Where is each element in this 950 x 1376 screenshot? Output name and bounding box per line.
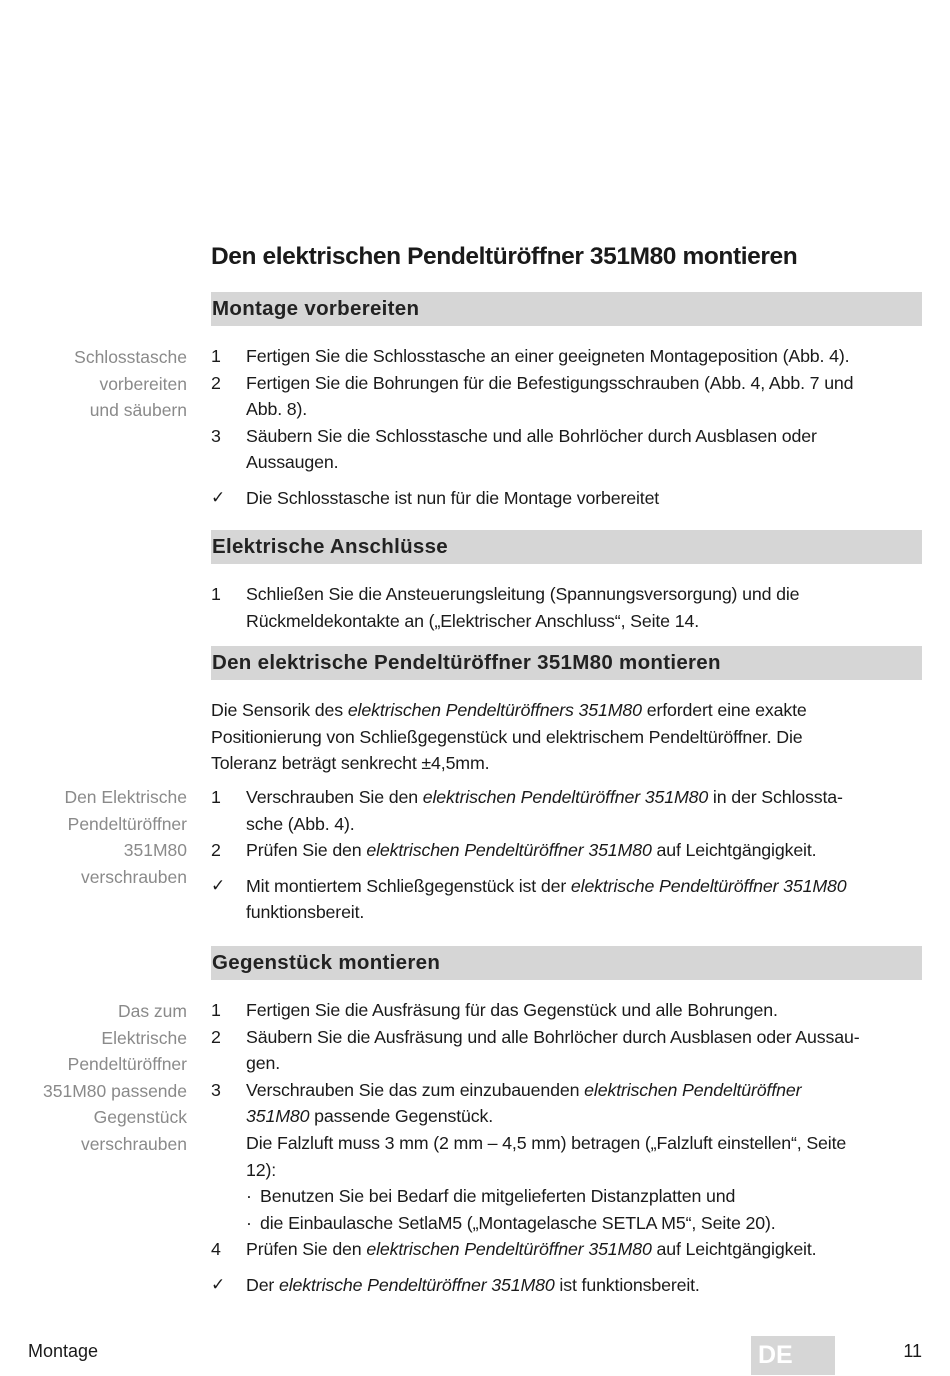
side-label-line: Schlosstasche (74, 347, 187, 367)
result-text: Mit montiertem Schließgegenstück ist der elektrische Pendeltüröffner 351M80 funktionsbereit. (246, 875, 847, 923)
side-label-line: 351M80 (123, 840, 187, 861)
side-label-line: verschrauben (80, 1133, 187, 1154)
section-heading-elektrische-anschluesse: Elektrische Anschlüsse (211, 530, 922, 564)
bullet-icon: · (246, 1186, 252, 1207)
side-label-line: verschrauben (80, 866, 187, 887)
step-number: 2 (211, 372, 221, 393)
side-label-line: Gegenstück (93, 1107, 187, 1128)
intro-paragraph: Die Sensorik des elektrischen Pendeltüröffners 351M80 erfordert eine exakte Positionierung von Schließgegenstück und elektrischem Pendeltüröffner. Die Toleranz beträgt senkrecht ±4,5mm. (211, 700, 807, 774)
check-icon: ✓ (211, 1274, 226, 1295)
list-item (211, 997, 922, 1024)
list-item (211, 423, 922, 476)
page-number: 11 (903, 1341, 922, 1361)
result-line (211, 1272, 922, 1299)
step-list-gegenstueck (211, 997, 922, 1299)
list-item (211, 784, 922, 837)
list-item (211, 1024, 922, 1077)
step-text: Verschrauben Sie das zum einzubauenden elektrischen Pendeltüröffner 351M80 passende Gegenstück. Die Falzluft muss 3 mm (2 mm – 4,5 mm) betragen („Falzluft einstellen“, Seite 12): · Benutzen Sie bei Bedarf die mitgelieferten Distanzplatten und · die Einbaulasche SetlaM5 („Montagelasche SETLA M5“, Seite 20). (246, 1077, 922, 1237)
list-item (211, 837, 922, 864)
section-heading-montage-vorbereiten: Montage vorbereiten (211, 292, 922, 326)
step-text: Fertigen Sie die Ausfräsung für das Gegenstück und alle Bohrungen. (246, 1000, 778, 1020)
side-label-gegenstueck (10, 998, 187, 1158)
list-item (211, 581, 922, 634)
step-text: Schließen Sie die Ansteuerungsleitung (Spannungsversorgung) und die Rückmeldekontakte an („Elektrischer Anschluss“, Seite 14. (246, 584, 800, 631)
step-list-elektrische-anschluesse (211, 581, 922, 634)
side-label-line: und säubern (89, 400, 187, 421)
side-label-line: Pendeltüröffner (67, 1054, 187, 1075)
step-number: 3 (211, 425, 221, 446)
side-label-line: 351M80 passende (43, 1080, 187, 1101)
step-number: 1 (211, 584, 221, 604)
step-text: Säubern Sie die Ausfräsung und alle Bohrlöcher durch Ausblasen oder Aussau- gen. (246, 1026, 860, 1074)
step-number: 1 (211, 346, 221, 366)
side-label-verschrauben (10, 784, 187, 890)
side-label-line: Den Elektrische (64, 787, 187, 807)
list-item (211, 343, 922, 370)
side-label-line: Das zum (117, 1001, 187, 1021)
step-list-pendeltueroeffner (211, 784, 922, 926)
step-number: 3 (211, 1079, 221, 1100)
language-badge: DE (751, 1336, 835, 1375)
list-item (211, 1077, 922, 1237)
step-number: 2 (211, 840, 221, 861)
step-text: Prüfen Sie den elektrischen Pendeltüröffner 351M80 auf Leichtgängigkeit. (246, 1239, 817, 1260)
result-line (211, 873, 922, 926)
page-title: Den elektrischen Pendeltüröffner 351M80 montieren (211, 243, 798, 270)
side-label-line: Elektrische (101, 1027, 187, 1048)
step-text: Fertigen Sie die Schlosstasche an einer geeigneten Montageposition (Abb. 4). (246, 346, 850, 366)
list-item (211, 370, 922, 423)
step-text: Fertigen Sie die Bohrungen für die Befestigungsschrauben (Abb. 4, Abb. 7 und Abb. 8). (246, 372, 854, 420)
bullet-icon: · (246, 1212, 252, 1233)
step-number: 2 (211, 1026, 221, 1047)
step-number: 1 (211, 1000, 221, 1020)
side-label-line: vorbereiten (99, 373, 187, 394)
check-icon: ✓ (211, 875, 226, 896)
result-line (211, 485, 922, 512)
section-heading-pendeltueroeffner-montieren: Den elektrische Pendeltüröffner 351M80 montieren (211, 646, 922, 680)
list-item (211, 1236, 922, 1263)
section-heading-gegenstueck-montieren: Gegenstück montieren (211, 946, 922, 980)
step-text: Säubern Sie die Schlosstasche und alle Bohrlöcher durch Ausblasen oder Aussaugen. (246, 425, 817, 473)
footer-section-name: Montage (28, 1341, 99, 1361)
step-text: Prüfen Sie den elektrischen Pendeltüröffner 351M80 auf Leichtgängigkeit. (246, 840, 817, 861)
step-number: 4 (211, 1239, 221, 1260)
side-label-schlosstasche (10, 344, 187, 424)
step-number: 1 (211, 787, 221, 807)
bullet-item: · Benutzen Sie bei Bedarf die mitgelieferten Distanzplatten und (246, 1183, 922, 1210)
step-text: Verschrauben Sie den elektrischen Pendeltüröffner 351M80 in der Schlossta- sche (Abb. 4). (246, 787, 843, 834)
bullet-item: · die Einbaulasche SetlaM5 („Montagelasche SETLA M5“, Seite 20). (246, 1210, 922, 1237)
step-list-montage-vorbereiten (211, 343, 922, 512)
check-icon: ✓ (211, 487, 226, 508)
result-text: Der elektrische Pendeltüröffner 351M80 ist funktionsbereit. (246, 1274, 700, 1295)
result-text: Die Schlosstasche ist nun für die Montage vorbereitet (246, 487, 660, 508)
side-label-line: Pendeltüröffner (67, 813, 187, 834)
